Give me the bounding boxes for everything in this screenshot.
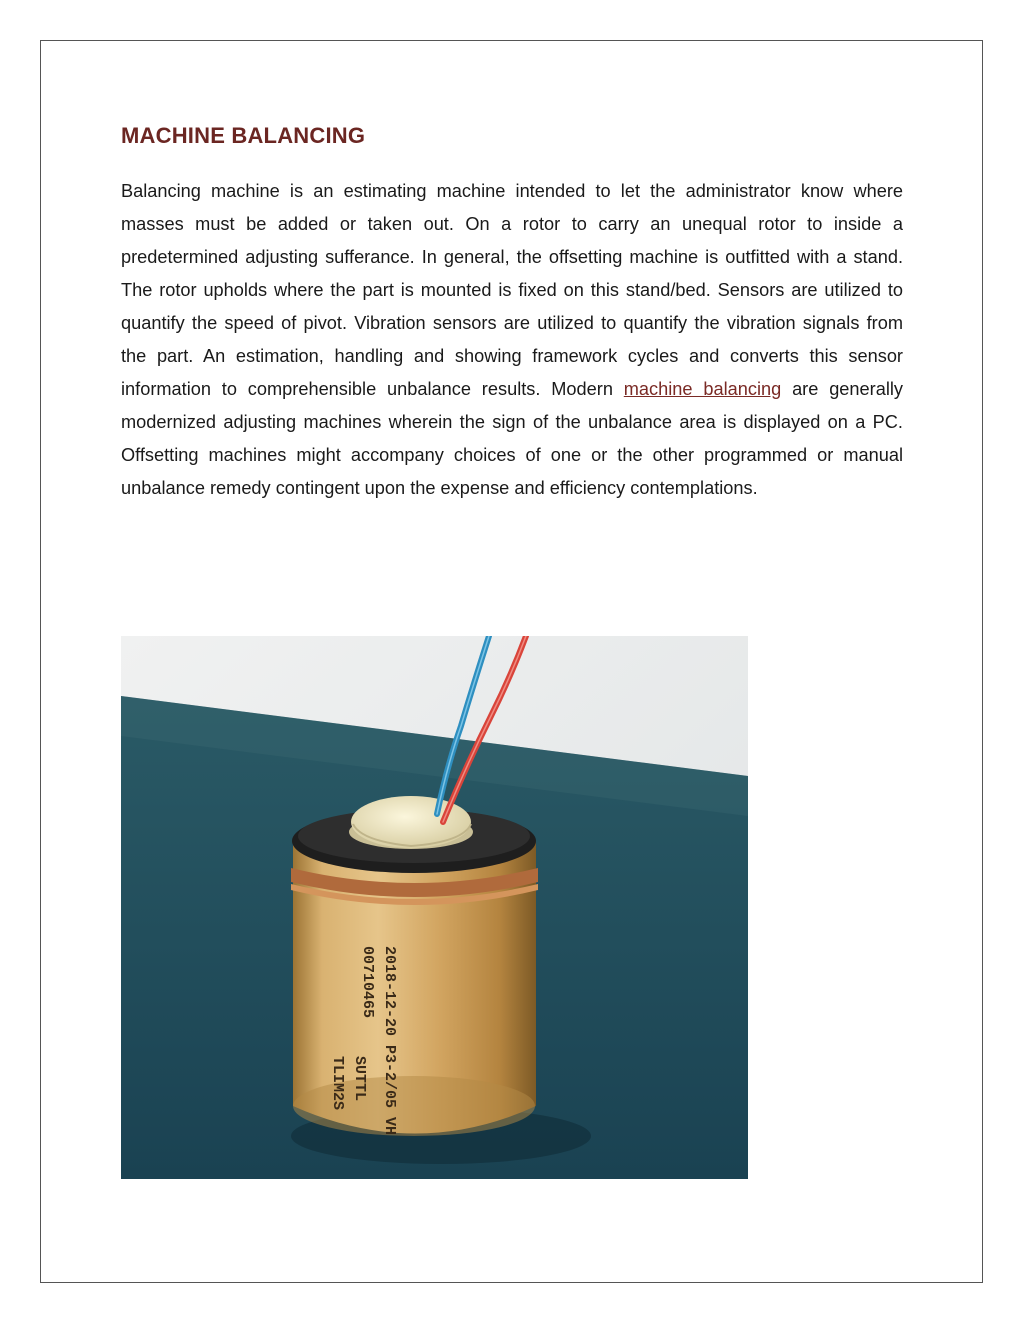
- machine-balancing-link[interactable]: machine balancing: [623, 379, 782, 399]
- label-line-3: TLIM2S: [329, 1056, 346, 1111]
- label-line-2: 00710465: [359, 946, 376, 1019]
- vibration-sensor-photo: [121, 636, 748, 1179]
- body-paragraph: [121, 175, 903, 505]
- paragraph-text-before-link: Balancing machine is an estimating machine intended to let the administrator know where masses must be added or taken out. On a rotor to carry an unequal rotor to inside a predetermined adjusting sufferance. In general, the offsetting machine is outfitted with a stand. The rotor upholds where the part is mounted is fixed on this stand/bed. Sensors are utilized to quantify the speed of pivot. Vibration sensors are utilized to quantify the vibration signals from the part. An estimation, handling and showing framework cycles and converts this sensor information to comprehensible unbalance results. Modern: [121, 181, 903, 399]
- page-title: MACHINE BALANCING: [121, 123, 366, 148]
- label-line-4: SUTTL: [351, 1056, 368, 1102]
- paragraph-text-after-link: are generally modernized adjusting machines wherein the sign of the unbalance area is displayed on a PC. Offsetting machines might accompany choices of one or the other programmed or manual unbalance remedy contingent upon the expense and efficiency contemplations.: [121, 379, 903, 498]
- label-line-1: 2018-12-20 P3-2/05 VH: [381, 946, 398, 1136]
